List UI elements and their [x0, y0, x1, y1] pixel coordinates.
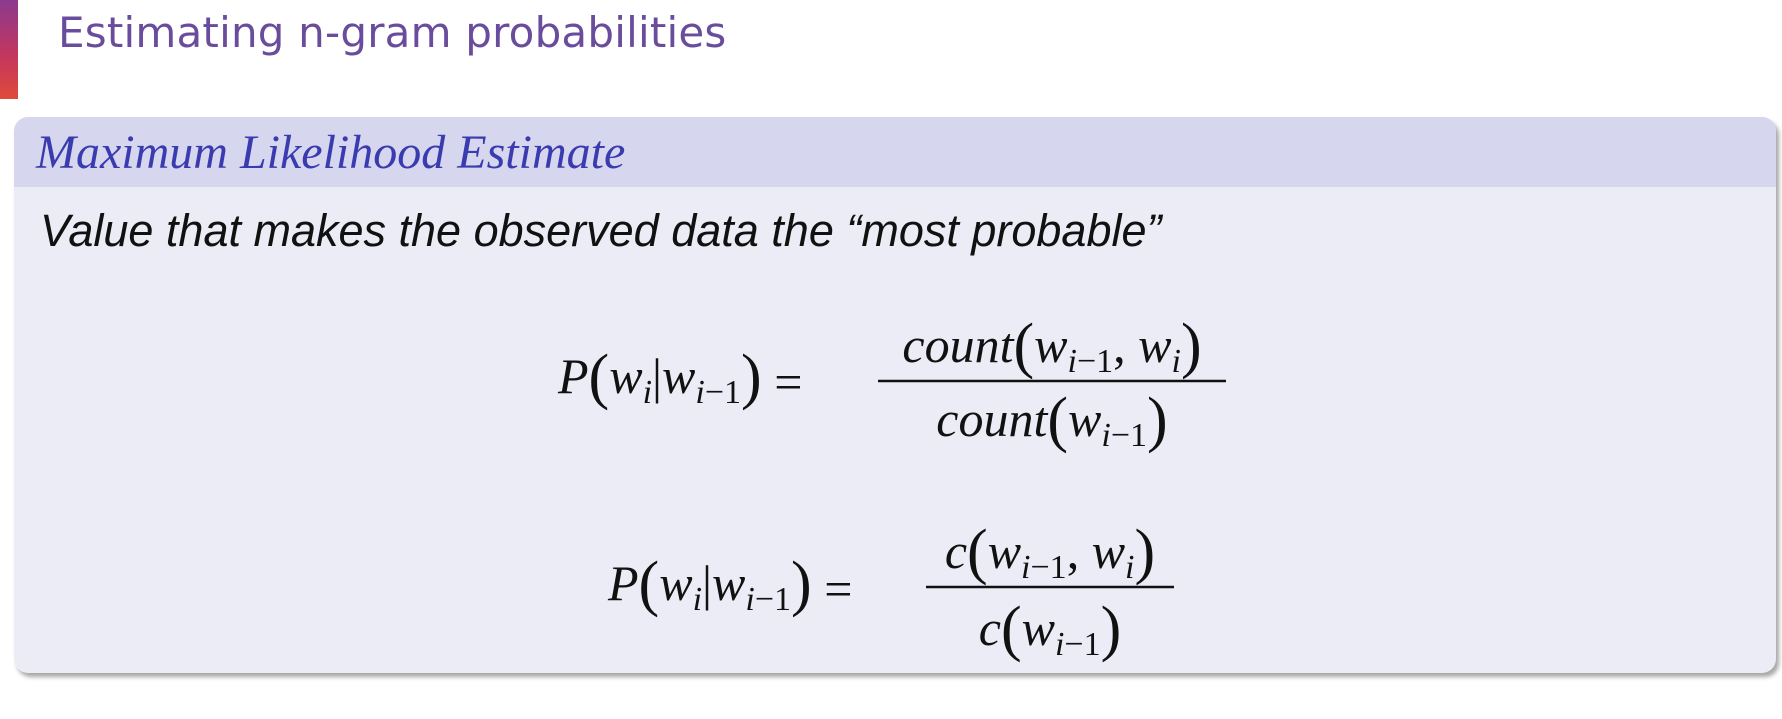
equation-1-numerator: $count(w_i-1$, $w_i$): [902, 312, 1202, 380]
equation-1-lhs: $P(w_i|w_i-1)$ =: [558, 343, 803, 411]
equation-2-numerator: $c(w_i-1$, $w_i$): [944, 518, 1156, 586]
equation-1-denominator: $count(w_i-1)$: [936, 386, 1168, 454]
equation-2: [607, 518, 1174, 663]
slide-title: Estimating n-gram probabilities: [58, 8, 727, 57]
equation-2-denominator: $c(w_i-1)$: [978, 595, 1122, 663]
equation-1: [557, 312, 1226, 454]
block-text: Value that makes the observed data the “most probable”: [40, 205, 1162, 256]
block-title: Maximum Likelihood Estimate: [36, 126, 626, 179]
equation-2-lhs: $P(w_i|w_i-1)$ =: [608, 550, 853, 618]
